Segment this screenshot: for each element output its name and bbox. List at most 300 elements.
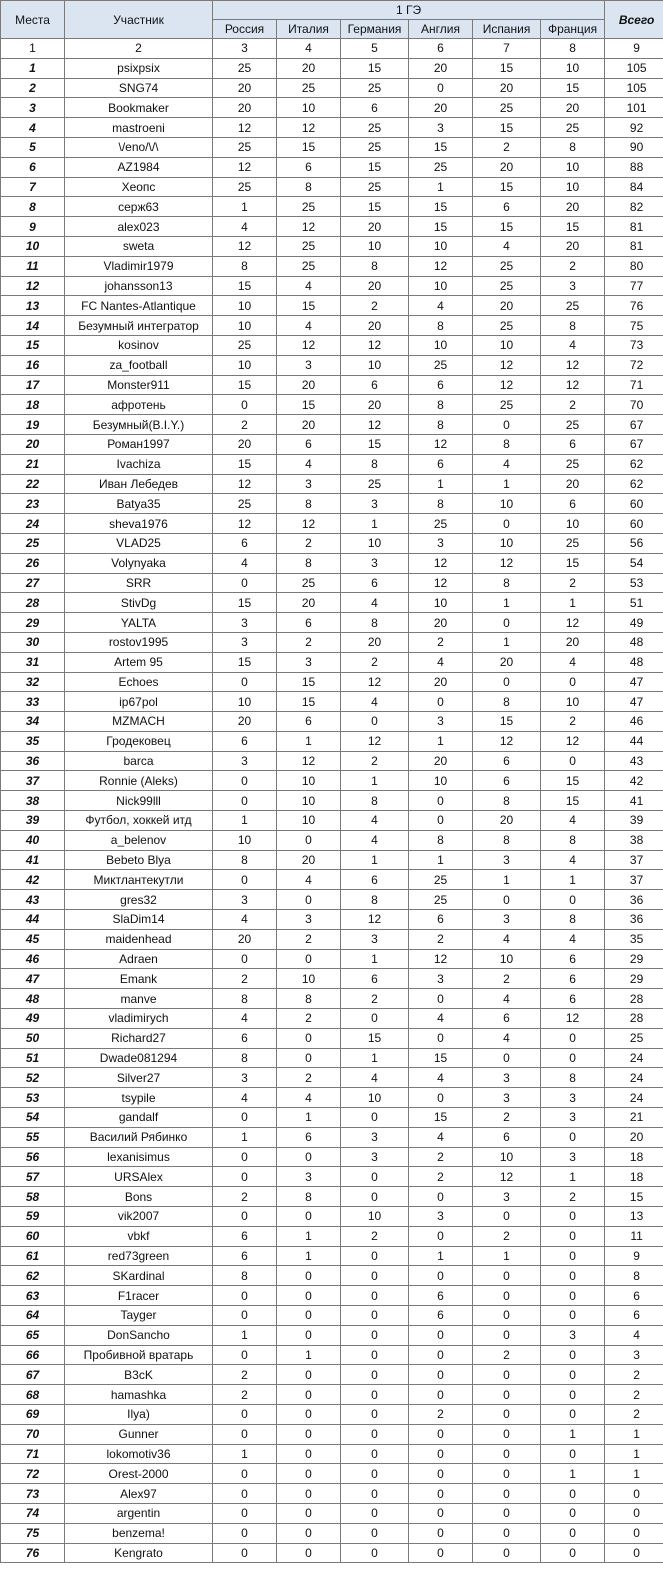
cell-england: 4	[409, 1068, 473, 1088]
cell-france: 6	[541, 969, 605, 989]
table-row	[1, 1543, 663, 1563]
cell-participant: StivDg	[65, 593, 213, 613]
cell-participant: vbkf	[65, 1226, 213, 1246]
cell-england: 1	[409, 1246, 473, 1266]
cell-england: 0	[409, 1464, 473, 1484]
cell-spain: 0	[473, 1464, 541, 1484]
cell-russia: 0	[213, 1147, 277, 1167]
cell-germany: 2	[341, 296, 409, 316]
cell-participant: Ivachiza	[65, 454, 213, 474]
cell-france: 10	[541, 157, 605, 177]
cell-spain: 0	[473, 1365, 541, 1385]
cell-italy: 12	[277, 335, 341, 355]
cell-france: 0	[541, 1484, 605, 1504]
cell-italy: 4	[277, 454, 341, 474]
cell-total: 2	[605, 1385, 663, 1405]
cell-total: 35	[605, 929, 663, 949]
cell-france: 3	[541, 1147, 605, 1167]
column-index-cell: 1	[1, 39, 65, 59]
cell-total: 84	[605, 177, 663, 197]
cell-england: 0	[409, 1187, 473, 1207]
cell-italy: 0	[277, 830, 341, 850]
cell-russia: 3	[213, 890, 277, 910]
cell-france: 12	[541, 355, 605, 375]
cell-russia: 0	[213, 672, 277, 692]
table-row	[1, 712, 663, 732]
cell-total: 15	[605, 1187, 663, 1207]
cell-place: 49	[1, 1009, 65, 1029]
cell-participant: lokomotiv36	[65, 1444, 213, 1464]
header-country-germany: Германия	[341, 20, 409, 39]
cell-england: 4	[409, 1127, 473, 1147]
cell-spain: 6	[473, 771, 541, 791]
cell-russia: 3	[213, 1068, 277, 1088]
cell-place: 18	[1, 395, 65, 415]
cell-spain: 6	[473, 751, 541, 771]
table-body	[1, 39, 663, 1563]
cell-england: 0	[409, 692, 473, 712]
cell-france: 15	[541, 553, 605, 573]
cell-place: 4	[1, 118, 65, 138]
cell-participant: Bookmaker	[65, 98, 213, 118]
cell-spain: 0	[473, 1543, 541, 1563]
cell-participant: Kengrato	[65, 1543, 213, 1563]
cell-participant: Orest-2000	[65, 1464, 213, 1484]
cell-spain: 25	[473, 316, 541, 336]
table-row	[1, 1246, 663, 1266]
cell-total: 36	[605, 910, 663, 930]
cell-germany: 20	[341, 217, 409, 237]
cell-england: 2	[409, 929, 473, 949]
cell-germany: 20	[341, 395, 409, 415]
table-row	[1, 1385, 663, 1405]
cell-spain: 12	[473, 1167, 541, 1187]
cell-france: 0	[541, 1444, 605, 1464]
cell-spain: 3	[473, 850, 541, 870]
cell-germany: 25	[341, 78, 409, 98]
table-row	[1, 236, 663, 256]
cell-place: 68	[1, 1385, 65, 1405]
cell-russia: 6	[213, 1226, 277, 1246]
table-row	[1, 197, 663, 217]
cell-england: 0	[409, 1226, 473, 1246]
cell-russia: 25	[213, 335, 277, 355]
cell-participant: Безумный(B.I.Y.)	[65, 415, 213, 435]
header-country-spain: Испания	[473, 20, 541, 39]
cell-spain: 8	[473, 830, 541, 850]
cell-france: 3	[541, 276, 605, 296]
cell-spain: 15	[473, 712, 541, 732]
column-index-cell: 4	[277, 39, 341, 59]
cell-place: 41	[1, 850, 65, 870]
cell-total: 88	[605, 157, 663, 177]
cell-france: 0	[541, 1385, 605, 1405]
cell-russia: 0	[213, 395, 277, 415]
cell-england: 12	[409, 949, 473, 969]
cell-participant: alex023	[65, 217, 213, 237]
cell-france: 0	[541, 1543, 605, 1563]
cell-russia: 6	[213, 1028, 277, 1048]
table-row	[1, 910, 663, 930]
cell-russia: 0	[213, 1286, 277, 1306]
cell-participant: Gunner	[65, 1424, 213, 1444]
cell-place: 17	[1, 375, 65, 395]
cell-italy: 8	[277, 989, 341, 1009]
cell-russia: 1	[213, 1127, 277, 1147]
cell-italy: 15	[277, 296, 341, 316]
cell-russia: 2	[213, 415, 277, 435]
header-country-italy: Италия	[277, 20, 341, 39]
cell-england: 6	[409, 1286, 473, 1306]
cell-france: 6	[541, 949, 605, 969]
cell-italy: 4	[277, 870, 341, 890]
cell-total: 48	[605, 652, 663, 672]
cell-england: 6	[409, 375, 473, 395]
cell-italy: 0	[277, 1503, 341, 1523]
cell-spain: 0	[473, 1503, 541, 1523]
cell-italy: 25	[277, 197, 341, 217]
cell-total: 21	[605, 1108, 663, 1128]
cell-germany: 0	[341, 1187, 409, 1207]
cell-france: 10	[541, 177, 605, 197]
cell-france: 20	[541, 474, 605, 494]
cell-france: 8	[541, 137, 605, 157]
cell-germany: 20	[341, 276, 409, 296]
cell-france: 20	[541, 236, 605, 256]
cell-germany: 10	[341, 236, 409, 256]
table-row	[1, 613, 663, 633]
cell-spain: 15	[473, 177, 541, 197]
cell-russia: 12	[213, 474, 277, 494]
cell-italy: 0	[277, 1286, 341, 1306]
table-row	[1, 276, 663, 296]
cell-place: 27	[1, 573, 65, 593]
cell-germany: 6	[341, 98, 409, 118]
cell-participant: johansson13	[65, 276, 213, 296]
cell-participant: афротень	[65, 395, 213, 415]
cell-place: 55	[1, 1127, 65, 1147]
cell-italy: 0	[277, 1147, 341, 1167]
cell-place: 22	[1, 474, 65, 494]
table-row	[1, 296, 663, 316]
cell-russia: 15	[213, 375, 277, 395]
cell-russia: 0	[213, 1404, 277, 1424]
cell-italy: 0	[277, 1543, 341, 1563]
cell-total: 1	[605, 1444, 663, 1464]
cell-russia: 0	[213, 1464, 277, 1484]
cell-spain: 20	[473, 652, 541, 672]
cell-total: 2	[605, 1365, 663, 1385]
column-index-cell: 6	[409, 39, 473, 59]
cell-place: 24	[1, 514, 65, 534]
cell-england: 8	[409, 395, 473, 415]
cell-germany: 0	[341, 1246, 409, 1266]
cell-place: 69	[1, 1404, 65, 1424]
cell-italy: 3	[277, 474, 341, 494]
cell-russia: 1	[213, 197, 277, 217]
cell-russia: 2	[213, 969, 277, 989]
cell-france: 0	[541, 1365, 605, 1385]
cell-england: 10	[409, 236, 473, 256]
table-row	[1, 1503, 663, 1523]
cell-germany: 0	[341, 1167, 409, 1187]
cell-spain: 8	[473, 434, 541, 454]
cell-spain: 15	[473, 118, 541, 138]
cell-russia: 10	[213, 355, 277, 375]
cell-germany: 3	[341, 553, 409, 573]
cell-germany: 10	[341, 533, 409, 553]
cell-russia: 20	[213, 434, 277, 454]
table-row	[1, 1464, 663, 1484]
cell-germany: 20	[341, 316, 409, 336]
cell-spain: 4	[473, 929, 541, 949]
cell-russia: 0	[213, 1484, 277, 1504]
cell-participant: Ilya)	[65, 1404, 213, 1424]
table-row	[1, 1523, 663, 1543]
cell-italy: 4	[277, 276, 341, 296]
cell-england: 15	[409, 137, 473, 157]
cell-italy: 2	[277, 1068, 341, 1088]
cell-participant: DonSancho	[65, 1325, 213, 1345]
cell-total: 24	[605, 1088, 663, 1108]
cell-france: 6	[541, 434, 605, 454]
cell-england: 3	[409, 969, 473, 989]
column-index-cell: 2	[65, 39, 213, 59]
cell-total: 37	[605, 870, 663, 890]
header-participant: Участник	[65, 1, 213, 39]
cell-total: 92	[605, 118, 663, 138]
cell-russia: 4	[213, 1009, 277, 1029]
cell-participant: Echoes	[65, 672, 213, 692]
cell-england: 12	[409, 573, 473, 593]
table-row	[1, 692, 663, 712]
cell-england: 20	[409, 751, 473, 771]
cell-participant: sheva1976	[65, 514, 213, 534]
cell-place: 61	[1, 1246, 65, 1266]
cell-total: 6	[605, 1306, 663, 1326]
cell-france: 25	[541, 118, 605, 138]
cell-england: 0	[409, 791, 473, 811]
cell-russia: 3	[213, 751, 277, 771]
cell-russia: 2	[213, 1187, 277, 1207]
cell-france: 0	[541, 1306, 605, 1326]
cell-france: 0	[541, 1523, 605, 1543]
cell-germany: 0	[341, 1266, 409, 1286]
table-row	[1, 969, 663, 989]
cell-place: 20	[1, 434, 65, 454]
cell-italy: 6	[277, 712, 341, 732]
cell-france: 4	[541, 811, 605, 831]
cell-place: 1	[1, 58, 65, 78]
cell-italy: 10	[277, 811, 341, 831]
cell-participant: mastroeni	[65, 118, 213, 138]
cell-total: 1	[605, 1464, 663, 1484]
cell-england: 10	[409, 771, 473, 791]
cell-spain: 10	[473, 335, 541, 355]
cell-place: 10	[1, 236, 65, 256]
cell-place: 26	[1, 553, 65, 573]
cell-participant: SRR	[65, 573, 213, 593]
cell-germany: 0	[341, 1444, 409, 1464]
table-row	[1, 1404, 663, 1424]
cell-total: 105	[605, 58, 663, 78]
table-row	[1, 1484, 663, 1504]
cell-france: 0	[541, 1503, 605, 1523]
cell-spain: 3	[473, 1187, 541, 1207]
cell-place: 47	[1, 969, 65, 989]
cell-place: 66	[1, 1345, 65, 1365]
cell-france: 6	[541, 989, 605, 1009]
cell-place: 45	[1, 929, 65, 949]
cell-place: 62	[1, 1266, 65, 1286]
table-row	[1, 1009, 663, 1029]
cell-place: 43	[1, 890, 65, 910]
cell-russia: 0	[213, 1207, 277, 1227]
cell-participant: ip67pol	[65, 692, 213, 712]
cell-england: 20	[409, 58, 473, 78]
table-row	[1, 454, 663, 474]
cell-france: 12	[541, 1009, 605, 1029]
cell-germany: 8	[341, 256, 409, 276]
cell-total: 28	[605, 989, 663, 1009]
cell-russia: 25	[213, 494, 277, 514]
cell-england: 20	[409, 98, 473, 118]
cell-england: 15	[409, 1048, 473, 1068]
cell-spain: 0	[473, 1385, 541, 1405]
table-row	[1, 1207, 663, 1227]
cell-spain: 8	[473, 791, 541, 811]
cell-place: 25	[1, 533, 65, 553]
table-row	[1, 553, 663, 573]
cell-participant: red73green	[65, 1246, 213, 1266]
cell-spain: 0	[473, 514, 541, 534]
cell-participant: Adraen	[65, 949, 213, 969]
cell-germany: 10	[341, 1088, 409, 1108]
cell-england: 0	[409, 1088, 473, 1108]
cell-italy: 12	[277, 751, 341, 771]
cell-total: 51	[605, 593, 663, 613]
cell-participant: YALTA	[65, 613, 213, 633]
cell-russia: 25	[213, 58, 277, 78]
cell-participant: Bebeto Blya	[65, 850, 213, 870]
cell-germany: 15	[341, 157, 409, 177]
cell-england: 0	[409, 1385, 473, 1405]
cell-place: 9	[1, 217, 65, 237]
cell-italy: 6	[277, 613, 341, 633]
table-row	[1, 811, 663, 831]
cell-place: 37	[1, 771, 65, 791]
cell-participant: Безумный интегратор	[65, 316, 213, 336]
cell-germany: 0	[341, 1464, 409, 1484]
cell-total: 81	[605, 217, 663, 237]
cell-france: 3	[541, 1325, 605, 1345]
cell-place: 21	[1, 454, 65, 474]
cell-italy: 0	[277, 949, 341, 969]
table-row	[1, 1325, 663, 1345]
cell-russia: 2	[213, 1365, 277, 1385]
cell-russia: 25	[213, 177, 277, 197]
cell-england: 4	[409, 296, 473, 316]
cell-place: 14	[1, 316, 65, 336]
table-row	[1, 533, 663, 553]
cell-spain: 0	[473, 1306, 541, 1326]
cell-total: 36	[605, 890, 663, 910]
cell-england: 3	[409, 533, 473, 553]
cell-italy: 0	[277, 1424, 341, 1444]
table-row	[1, 514, 663, 534]
cell-italy: 0	[277, 1048, 341, 1068]
cell-place: 2	[1, 78, 65, 98]
cell-russia: 12	[213, 118, 277, 138]
cell-germany: 3	[341, 494, 409, 514]
cell-france: 20	[541, 197, 605, 217]
cell-participant: Emank	[65, 969, 213, 989]
cell-total: 1	[605, 1424, 663, 1444]
cell-england: 8	[409, 415, 473, 435]
cell-germany: 3	[341, 1147, 409, 1167]
column-index-row	[1, 39, 663, 59]
cell-spain: 0	[473, 1444, 541, 1464]
cell-russia: 12	[213, 514, 277, 534]
cell-place: 73	[1, 1484, 65, 1504]
cell-total: 6	[605, 1286, 663, 1306]
column-index-cell: 9	[605, 39, 663, 59]
cell-france: 0	[541, 1207, 605, 1227]
cell-england: 0	[409, 1345, 473, 1365]
cell-participant: Volynyaka	[65, 553, 213, 573]
cell-italy: 2	[277, 929, 341, 949]
header-group: 1 ГЭ	[213, 1, 605, 20]
cell-total: 29	[605, 969, 663, 989]
cell-spain: 2	[473, 969, 541, 989]
cell-germany: 0	[341, 1404, 409, 1424]
cell-total: 82	[605, 197, 663, 217]
table-row	[1, 1167, 663, 1187]
cell-total: 13	[605, 1207, 663, 1227]
cell-place: 31	[1, 652, 65, 672]
cell-france: 3	[541, 1088, 605, 1108]
cell-participant: SKardinal	[65, 1266, 213, 1286]
table-row	[1, 256, 663, 276]
cell-spain: 6	[473, 1127, 541, 1147]
cell-italy: 15	[277, 137, 341, 157]
cell-germany: 6	[341, 375, 409, 395]
cell-total: 24	[605, 1048, 663, 1068]
cell-place: 57	[1, 1167, 65, 1187]
cell-france: 2	[541, 256, 605, 276]
cell-russia: 8	[213, 1266, 277, 1286]
cell-participant: barca	[65, 751, 213, 771]
cell-russia: 2	[213, 1385, 277, 1405]
cell-germany: 0	[341, 1108, 409, 1128]
cell-france: 1	[541, 593, 605, 613]
cell-total: 76	[605, 296, 663, 316]
cell-italy: 3	[277, 652, 341, 672]
table-row	[1, 1127, 663, 1147]
cell-italy: 6	[277, 157, 341, 177]
table-row	[1, 157, 663, 177]
cell-participant: Dwade081294	[65, 1048, 213, 1068]
cell-place: 64	[1, 1306, 65, 1326]
cell-participant: sweta	[65, 236, 213, 256]
cell-participant: URSAlex	[65, 1167, 213, 1187]
cell-england: 12	[409, 256, 473, 276]
cell-germany: 8	[341, 613, 409, 633]
table-row	[1, 771, 663, 791]
cell-germany: 1	[341, 850, 409, 870]
cell-participant: lexanisimus	[65, 1147, 213, 1167]
cell-germany: 12	[341, 335, 409, 355]
